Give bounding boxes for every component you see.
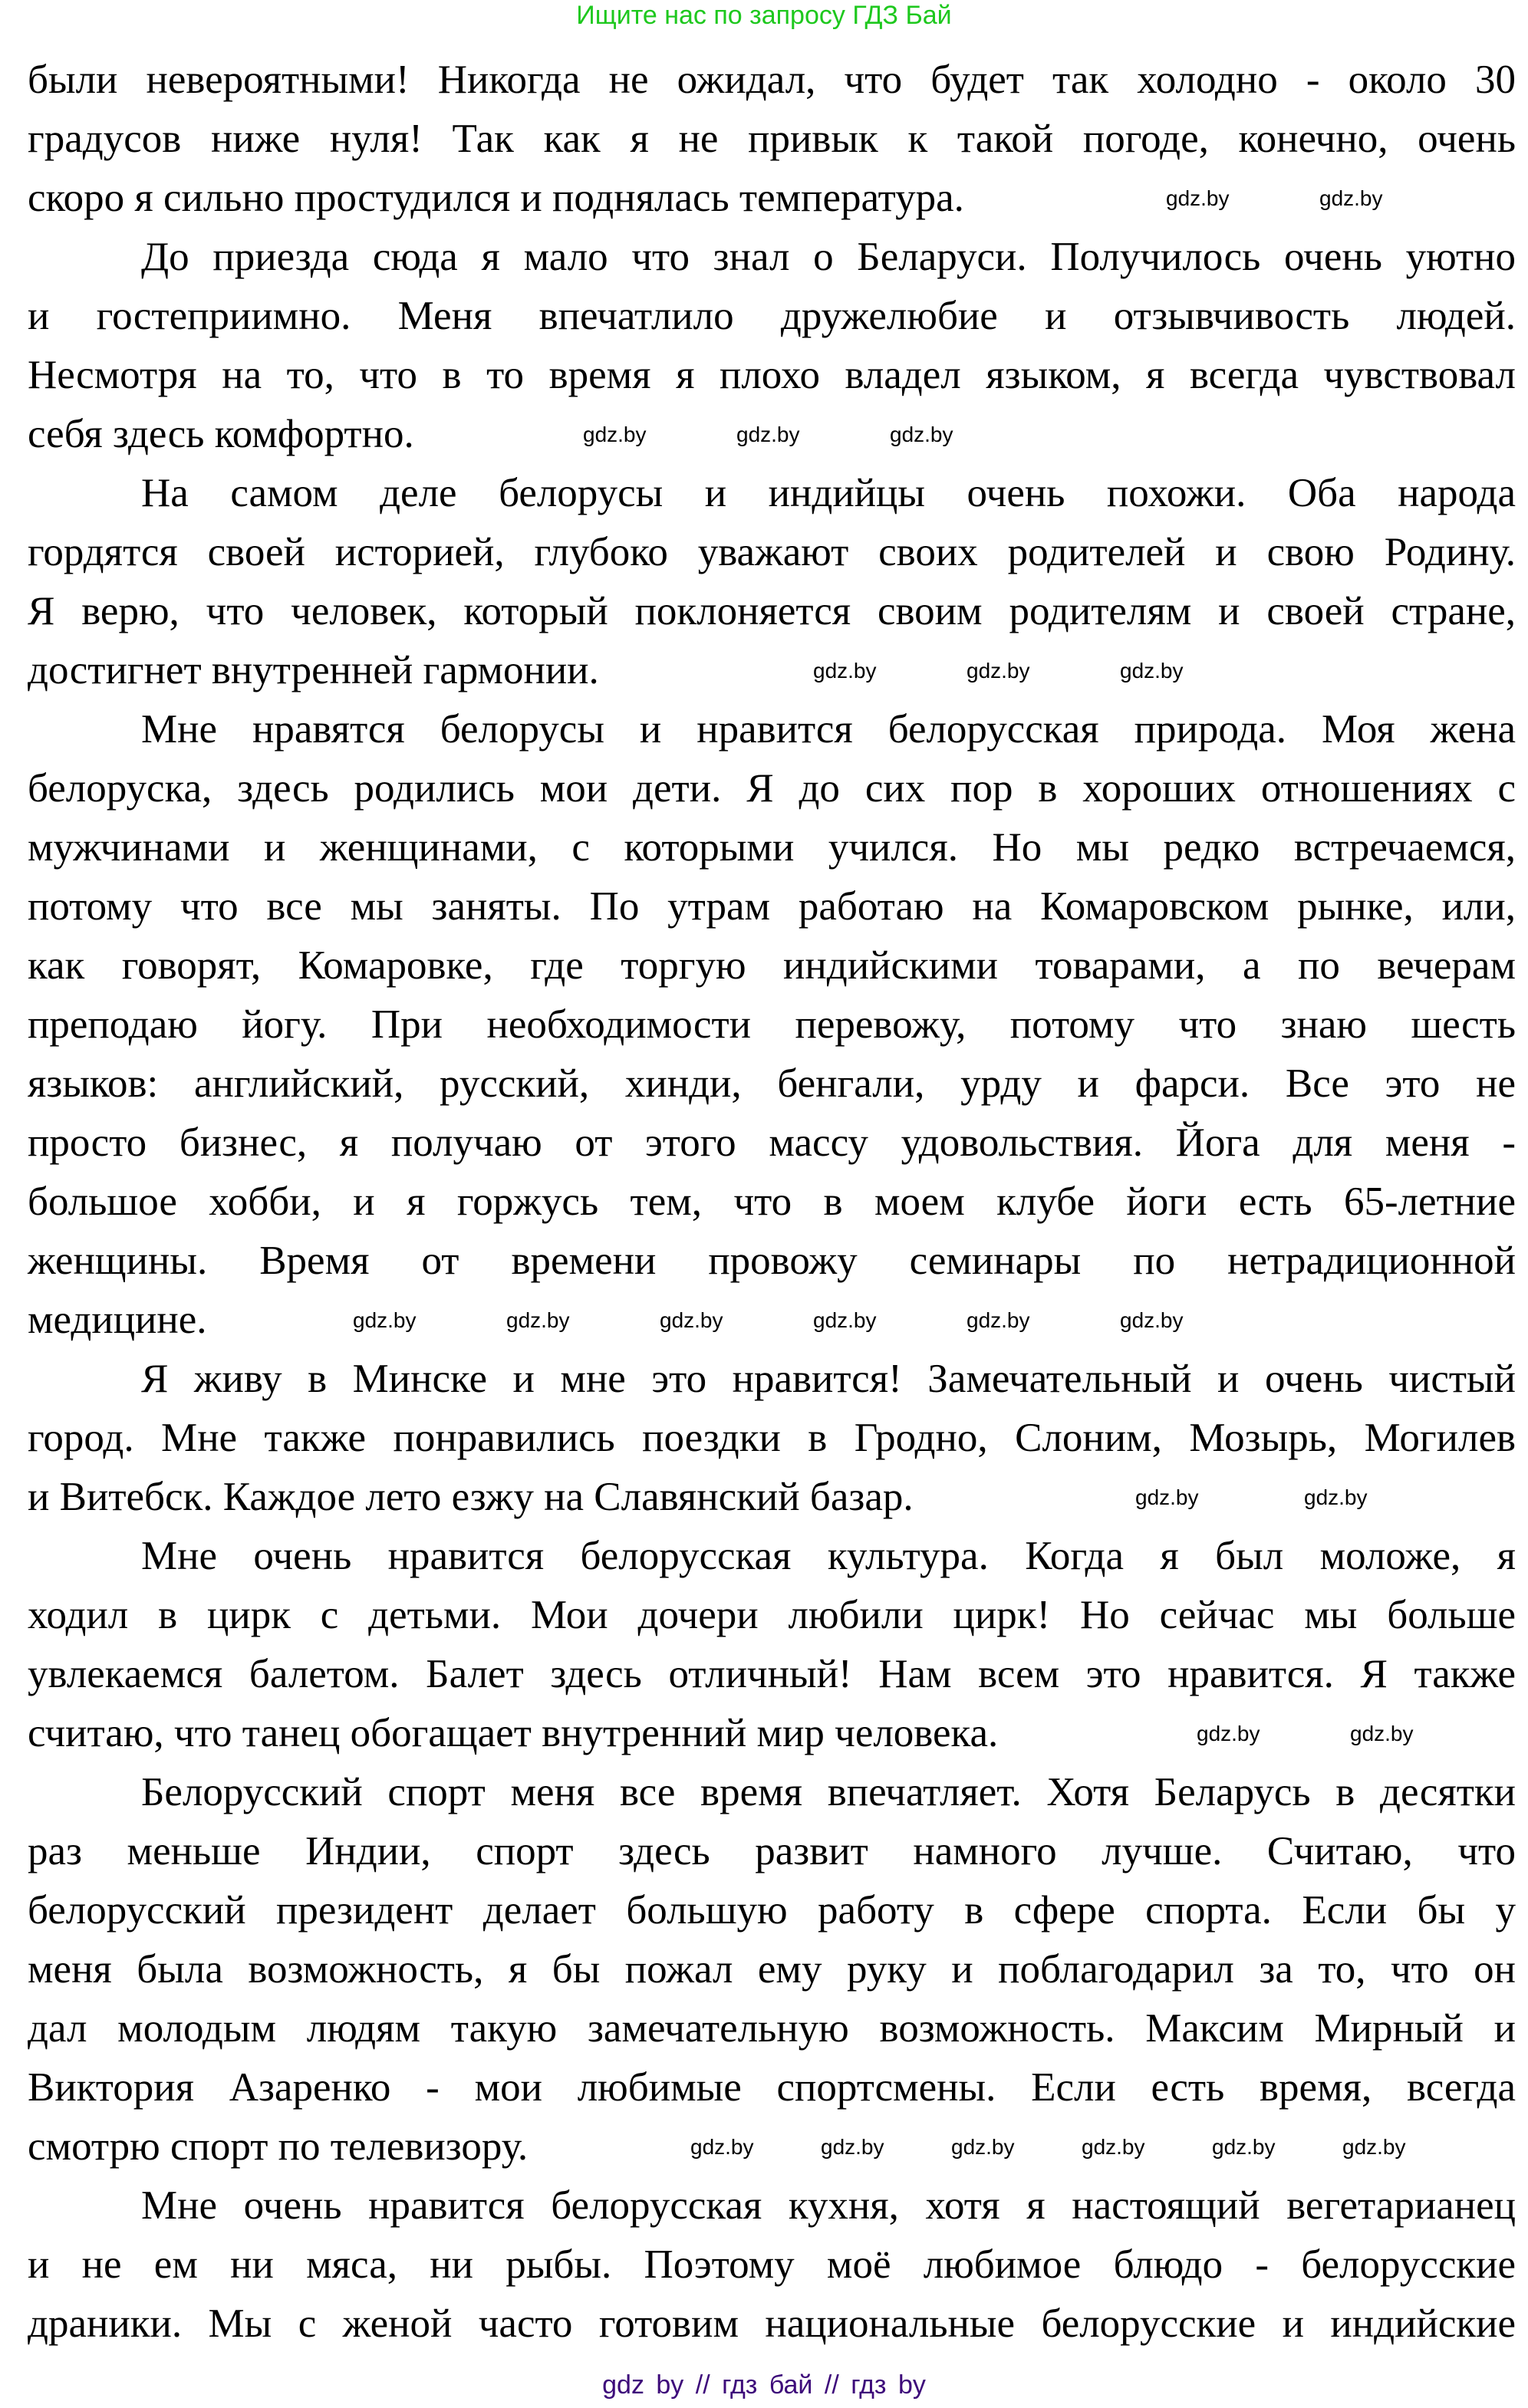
text-line: ходил в цирк с детьми. Мои дочери любили цирк! Но сейчас мы больше [28,1593,1516,1637]
watermark-text: gdz.by [1350,1722,1414,1745]
text-line: как говорят, Комаровке, где торгую индийскими товарами, а по вечерам [28,943,1516,988]
text-line: Я живу в Минске и мне это нравится! Замечательный и очень чистый [141,1357,1516,1401]
text-line: медицине. [28,1298,207,1342]
text-line: меня была возможность, я бы пожал ему руку и поблагодарил за то, что он [28,1947,1516,1992]
text-line: До приезда сюда я мало что знал о Беларуси. Получилось очень уютно [141,235,1516,279]
watermark-text: gdz.by [1135,1485,1199,1509]
text-line: языков: английский, русский, хинди, бенгали, урду и фарси. Все это не [28,1061,1516,1106]
watermark-text: gdz.by [1212,2135,1276,2159]
site-search-banner: Ищите нас по запросу ГДЗ Бай [576,1,952,30]
text-line: На самом деле белорусы и индийцы очень похожи. Оба народа [141,471,1516,515]
text-line: раз меньше Индии, спорт здесь развит намного лучше. Считаю, что [28,1829,1516,1873]
text-line: градусов ниже нуля! Так как я не привык к такой погоде, конечно, очень [28,117,1516,161]
text-line: преподаю йогу. При необходимости перевожу, потому что знаю шесть [28,1002,1516,1047]
text-line: были невероятными! Никогда не ожидал, что будет так холодно - около 30 [28,58,1516,102]
watermark-text: gdz.by [1082,2135,1145,2159]
text-line: и Витебск. Каждое лето езжу на Славянский базар. [28,1475,914,1519]
site-footer-links: gdz by // гдз бай // гдз by [602,2370,926,2400]
text-line: смотрю спорт по телевизору. [28,2124,529,2169]
text-line: скоро я сильно простудился и поднялась температура. [28,176,964,220]
watermark-text: gdz.by [690,2135,754,2159]
text-line: Мне очень нравится белорусская кухня, хотя я настоящий вегетарианец [141,2183,1516,2228]
text-line: увлекаемся балетом. Балет здесь отличный! Нам всем это нравится. Я также [28,1652,1516,1696]
watermark-text: gdz.by [506,1308,570,1332]
text-line: большое хобби, и я горжусь тем, что в моем клубе йоги есть 65-летние [28,1179,1516,1224]
text-line: дал молодым людям такую замечательную возможность. Максим Мирный и [28,2006,1516,2051]
watermark-text: gdz.by [821,2135,884,2159]
text-line: белорусский президент делает большую работу в сфере спорта. Если бы у [28,1888,1516,1933]
text-line: Несмотря на то, что в то время я плохо владел языком, я всегда чувствовал [28,353,1516,397]
text-line: гордятся своей историей, глубоко уважают своих родителей и свою Родину. [28,530,1516,574]
watermark-text: gdz.by [583,423,647,446]
text-line: потому что все мы заняты. По утрам работаю на Комаровском рынке, или, [28,884,1516,929]
watermark-text: gdz.by [1342,2135,1406,2159]
watermark-text: gdz.by [813,659,877,683]
text-line: белоруска, здесь родились мои дети. Я до сих пор в хороших отношениях с [28,766,1516,811]
watermark-text: gdz.by [1319,186,1383,210]
text-line: мужчинами и женщинами, с которыми учился. Но мы редко встречаемся, [28,825,1516,870]
text-line: Виктория Азаренко - мои любимые спортсмены. Если есть время, всегда [28,2065,1516,2110]
text-line: просто бизнес, я получаю от этого массу удовольствия. Йога для меня - [28,1120,1516,1165]
text-line: и не ем ни мяса, ни рыбы. Поэтому моё любимое блюдо - белорусские [28,2242,1516,2287]
watermark-text: gdz.by [1120,1308,1184,1332]
watermark-text: gdz.by [736,423,800,446]
watermark-text: gdz.by [1120,659,1184,683]
watermark-text: gdz.by [660,1308,723,1332]
watermark-text: gdz.by [951,2135,1015,2159]
text-line: Белорусский спорт меня все время впечатляет. Хотя Беларусь в десятки [141,1770,1516,1814]
text-line: Мне очень нравится белорусская культура. Когда я был моложе, я [141,1534,1516,1578]
watermark-text: gdz.by [813,1308,877,1332]
text-line: женщины. Время от времени провожу семинары по нетрадиционной [28,1239,1516,1283]
watermark-text: gdz.by [1197,1722,1260,1745]
text-line: Я верю, что человек, который поклоняется своим родителям и своей стране, [28,589,1516,633]
text-line: драники. Мы с женой часто готовим национальные белорусские и индийские [28,2301,1516,2346]
watermark-text: gdz.by [967,1308,1030,1332]
text-line: считаю, что танец обогащает внутренний мир человека. [28,1711,999,1755]
watermark-text: gdz.by [967,659,1030,683]
text-line: себя здесь комфортно. [28,412,414,456]
watermark-text: gdz.by [890,423,953,446]
text-line: город. Мне также понравились поездки в Гродно, Слоним, Мозырь, Могилев [28,1416,1516,1460]
text-line: достигнет внутренней гармонии. [28,648,599,692]
text-line: Мне нравятся белорусы и нравится белорусская природа. Моя жена [141,707,1516,752]
watermark-text: gdz.by [353,1308,417,1332]
text-line: и гостеприимно. Меня впечатлило дружелюбие и отзывчивость людей. [28,294,1516,338]
watermark-text: gdz.by [1166,186,1230,210]
watermark-text: gdz.by [1304,1485,1368,1509]
